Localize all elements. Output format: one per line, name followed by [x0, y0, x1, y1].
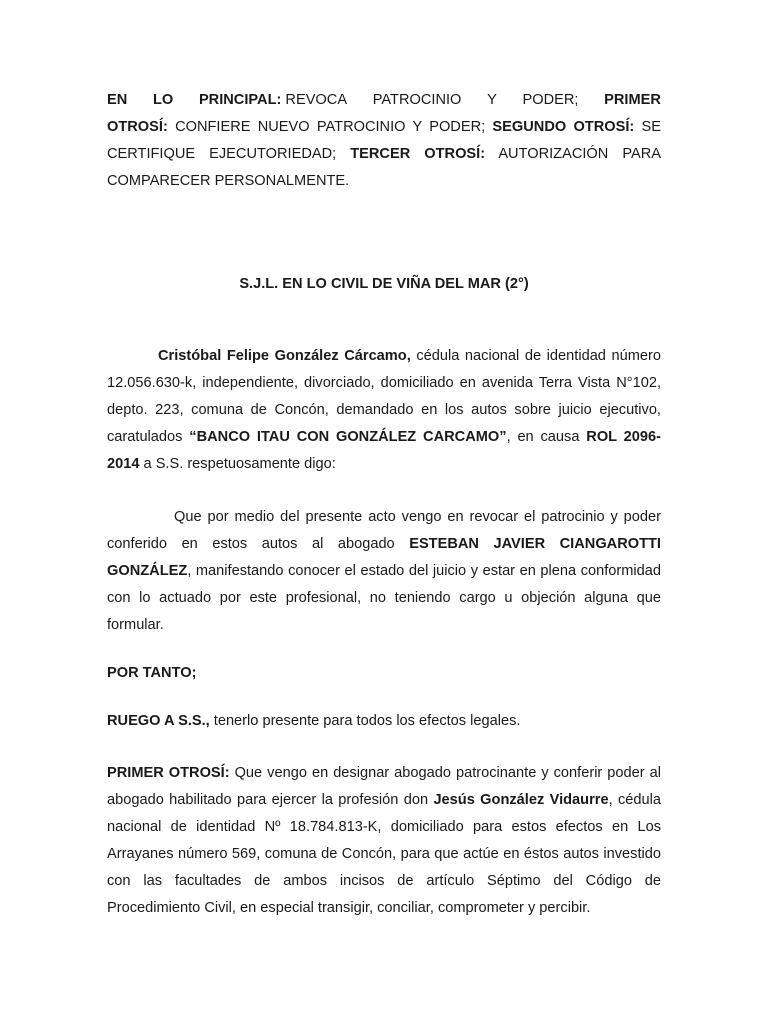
new-lawyer-name: Jesús González Vidaurre: [433, 792, 609, 808]
intro-text-1: cédula nacional de identidad número 12.056.630-k, independiente, divorciado, domiciliado en avenida Terra Vista N°102, depto. 223, comuna de Concón, demandado en los autos sobre juicio ejecutivo, caratulados: [107, 348, 661, 445]
tercer-otrosi-text: AUTORIZACIÓN PARA COMPARECER PERSONALMENTE.: [107, 146, 662, 189]
intro-text-2: , en causa: [506, 429, 587, 445]
case-rol: ROL 2096-2014: [107, 429, 661, 472]
intro-paragraph: [107, 343, 661, 478]
court-title: S.J.L. EN LO CIVIL DE VIÑA DEL MAR (2°): [239, 276, 529, 292]
tercer-otrosi-label: TERCER OTROSÍ:: [350, 146, 486, 162]
primer-otrosi-text: CONFIERE NUEVO PATROCINIO Y PODER;: [175, 119, 486, 135]
summary-first-line: EN LO PRINCIPAL: REVOCA PATROCINIO Y PODER; PRIMER: [107, 87, 661, 114]
ruego-paragraph: [107, 708, 661, 735]
summary-block: [107, 87, 661, 195]
segundo-otrosi-text: SE CERTIFIQUE EJECUTORIEDAD;: [107, 119, 661, 162]
primer-otrosi-text-1: Que vengo en designar abogado patrocinante y conferir poder al abogado habilitado para ejercer la profesión don: [107, 765, 661, 808]
body-text-1: Que por medio del presente acto vengo en revocar el patrocinio y poder conferido en estos autos al abogado: [107, 509, 661, 552]
ruego-text: tenerlo presente para todos los efectos legales.: [209, 713, 521, 729]
en-lo-principal-label: EN: [107, 92, 128, 108]
segundo-otrosi-label: SEGUNDO OTROSÍ:: [492, 119, 635, 135]
primer-otrosi-paragraph: [107, 760, 661, 922]
case-name: “BANCO ITAU CON GONZÁLEZ CARCAMO”: [189, 429, 507, 445]
body-text-2: , manifestando conocer el estado del juicio y estar en plena conformidad con lo actuado por este profesional, no teniendo cargo u objeción alguna que formular.: [107, 563, 661, 633]
ruego-label: RUEGO A S.S.,: [107, 713, 210, 729]
revocation-paragraph: [107, 504, 661, 639]
por-tanto: POR TANTO;: [107, 665, 197, 681]
primer-otrosi-text-2: , cédula nacional de identidad Nº 18.784.813-K, domiciliado para estos efectos en Los Arrayanes número 569, comuna de Concón, para que actúe en éstos autos investido con las facultades de ambos incisos de artículo Séptimo del Código de Procedimiento Civil, en especial transigir, conciliar, comprometer y percibir.: [107, 792, 661, 916]
primer-otrosi-word: OTROSÍ:: [107, 119, 168, 135]
revoked-lawyer-name: ESTEBAN JAVIER CIANGAROTTI GONZÁLEZ: [107, 536, 661, 579]
party-name: Cristóbal Felipe González Cárcamo,: [158, 348, 411, 364]
primer-otrosi-section-label: PRIMER OTROSÍ:: [107, 765, 230, 781]
intro-text-3: a S.S. respetuosamente digo:: [139, 456, 336, 472]
